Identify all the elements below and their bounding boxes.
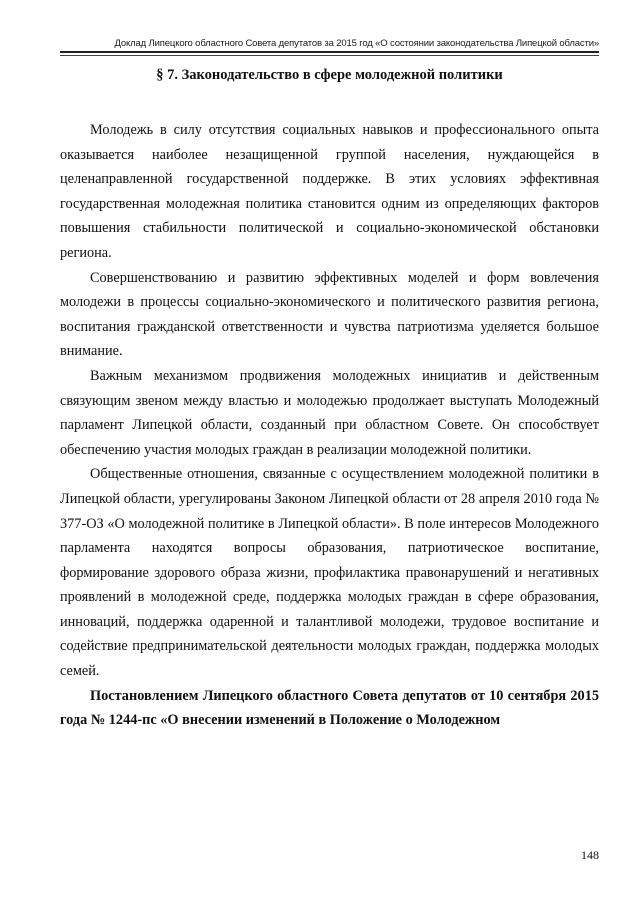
- paragraph-youth-vulnerability: Молодежь в силу отсутствия социальных навыков и профессионального опыта оказывается наиболее незащищенной группой населения, нуждающейся в целенаправленной государственной поддержке. В этих условиях эффективная государственная молодежная политика становится одним из определяющих факторов повышения стабильности политической и социально-экономической обстановки региона.: [60, 122, 599, 261]
- page-number: 148: [581, 848, 599, 862]
- section-title: § 7. Законодательство в сфере молодежной политики: [156, 67, 503, 83]
- paragraph-regional-law: Общественные отношения, связанные с осуществлением молодежной политики в Липецкой области, урегулированы Законом Липецкой области от 28 апреля 2010 года № 377-ОЗ «О молодежной политике в Липецкой области». В поле интересов Молодежного парламента находятся вопросы образования, патриотическое воспитание, формирование здорового образа жизни, профилактика правонарушений и негативных проявлений в молодежной среде, поддержка молодых граждан в сфере образования, инноваций, поддержка одаренной и талантливой молодежи, трудовое воспитание и содействие предпринимательской деятельности молодых граждан, поддержка молодых семей.: [60, 466, 599, 680]
- header-rule-thin: [60, 55, 599, 56]
- header-double-rule: [60, 51, 599, 57]
- paragraph-engagement-models: Совершенствованию и развитию эффективных моделей и форм вовлечения молодежи в процессы социально-экономического и политического развития региона, воспитания гражданской ответственности и чувства патриотизма уделяется большое внимание.: [60, 269, 599, 360]
- paragraph-youth-parliament: Важным механизмом продвижения молодежных инициатив и действенным связующим звеном между властью и молодежью продолжает выступать Молодежный парламент Липецкой области, созданный при областном Совете. Он способствует обеспечению участия молодых граждан в реализации молодежной политики.: [60, 367, 599, 458]
- paragraph-resolution: Постановлением Липецкого областного Совета депутатов от 10 сентября 2015 года № 1244-пс «О внесении изменений в Положение о Молодежном: [60, 687, 599, 729]
- header-rule-thick: [60, 51, 599, 53]
- running-header: Доклад Липецкого областного Совета депутатов за 2015 год «О состоянии законодательства Липецкой области»: [114, 38, 599, 49]
- body-text: [60, 118, 599, 733]
